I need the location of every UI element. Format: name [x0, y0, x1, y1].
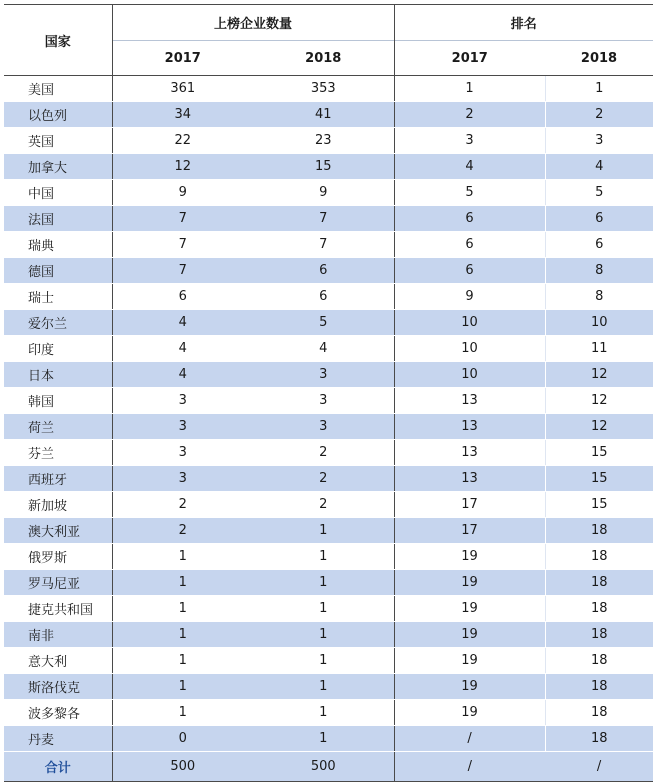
- country-cell: 新加坡: [4, 492, 112, 518]
- country-cell: 印度: [4, 336, 112, 362]
- count-2018-cell: 1: [253, 726, 394, 752]
- count-2018-cell: 2: [253, 466, 394, 492]
- count-2018-cell: 3: [253, 362, 394, 388]
- table-row: [4, 76, 653, 102]
- count-2017-cell: 4: [112, 336, 253, 362]
- count-2018-cell: 2: [253, 440, 394, 466]
- rank-2018-cell: 6: [545, 232, 653, 258]
- country-cell: 荷兰: [4, 414, 112, 440]
- rank-2017-cell: 19: [394, 648, 545, 674]
- rank-2018-cell: 1: [545, 76, 653, 102]
- count-2017-cell: 3: [112, 440, 253, 466]
- country-cell: 加拿大: [4, 154, 112, 180]
- count-2018-header: 2018: [253, 41, 394, 76]
- rank-2017-cell: 17: [394, 518, 545, 544]
- count-2017-cell: 1: [112, 544, 253, 570]
- rank-2018-cell: 5: [545, 180, 653, 206]
- table-row: [4, 128, 653, 154]
- table-row: [4, 310, 653, 336]
- count-2017-cell: 1: [112, 674, 253, 700]
- count-2017-cell: 3: [112, 388, 253, 414]
- total-count-2018: 500: [253, 752, 394, 782]
- count-2018-cell: 7: [253, 206, 394, 232]
- rank-2018-cell: 18: [545, 648, 653, 674]
- table-row: [4, 180, 653, 206]
- table-row: [4, 544, 653, 570]
- rank-2018-cell: 3: [545, 128, 653, 154]
- rank-2018-header: 2018: [545, 41, 653, 76]
- country-cell: 斯洛伐克: [4, 674, 112, 700]
- table-row: [4, 726, 653, 752]
- country-cell: 以色列: [4, 102, 112, 128]
- count-2017-cell: 3: [112, 414, 253, 440]
- rank-2017-cell: 6: [394, 232, 545, 258]
- count-2017-cell: 1: [112, 622, 253, 648]
- table-row: [4, 154, 653, 180]
- count-2018-cell: 1: [253, 648, 394, 674]
- table-row: [4, 206, 653, 232]
- country-cell: 罗马尼亚: [4, 570, 112, 596]
- rank-2017-header: 2017: [394, 41, 545, 76]
- count-2018-cell: 15: [253, 154, 394, 180]
- count-2018-cell: 23: [253, 128, 394, 154]
- rank-2018-cell: 8: [545, 284, 653, 310]
- rank-2018-cell: 18: [545, 726, 653, 752]
- table-row: [4, 284, 653, 310]
- rank-2017-cell: 3: [394, 128, 545, 154]
- country-cell: 日本: [4, 362, 112, 388]
- count-2018-cell: 2: [253, 492, 394, 518]
- rank-2017-cell: 19: [394, 544, 545, 570]
- count-2017-cell: 361: [112, 76, 253, 102]
- rank-2017-cell: 19: [394, 622, 545, 648]
- rank-2018-cell: 18: [545, 674, 653, 700]
- rank-2017-cell: 19: [394, 570, 545, 596]
- rank-2018-cell: 10: [545, 310, 653, 336]
- total-label: 合计: [4, 752, 112, 782]
- count-2017-cell: 2: [112, 492, 253, 518]
- table-row: [4, 440, 653, 466]
- count-2018-cell: 41: [253, 102, 394, 128]
- table-body: [4, 76, 653, 752]
- rank-2017-cell: 4: [394, 154, 545, 180]
- count-2017-cell: 3: [112, 466, 253, 492]
- table-row: [4, 518, 653, 544]
- count-2017-cell: 1: [112, 570, 253, 596]
- rank-2017-cell: 10: [394, 336, 545, 362]
- country-cell: 美国: [4, 76, 112, 102]
- table-row: [4, 674, 653, 700]
- table-footer: [4, 752, 653, 782]
- count-2017-cell: 4: [112, 362, 253, 388]
- count-2018-cell: 1: [253, 596, 394, 622]
- rank-2018-cell: 12: [545, 388, 653, 414]
- count-2018-cell: 1: [253, 622, 394, 648]
- count-2017-cell: 34: [112, 102, 253, 128]
- table-row: [4, 388, 653, 414]
- rank-2017-cell: 19: [394, 596, 545, 622]
- country-cell: 意大利: [4, 648, 112, 674]
- count-2017-cell: 1: [112, 648, 253, 674]
- total-count-2017: 500: [112, 752, 253, 782]
- table-row: [4, 102, 653, 128]
- count-2018-cell: 1: [253, 544, 394, 570]
- table-row: [4, 362, 653, 388]
- table-row: [4, 596, 653, 622]
- rank-2017-cell: 13: [394, 388, 545, 414]
- rank-2017-cell: 19: [394, 674, 545, 700]
- rank-2018-cell: 15: [545, 466, 653, 492]
- rank-2017-cell: 13: [394, 414, 545, 440]
- rank-2017-cell: 9: [394, 284, 545, 310]
- count-2018-cell: 1: [253, 674, 394, 700]
- country-cell: 中国: [4, 180, 112, 206]
- count-2018-cell: 1: [253, 570, 394, 596]
- country-cell: 捷克共和国: [4, 596, 112, 622]
- count-2017-cell: 6: [112, 284, 253, 310]
- rank-2017-cell: 13: [394, 466, 545, 492]
- rank-2018-cell: 15: [545, 492, 653, 518]
- rank-2018-cell: 18: [545, 518, 653, 544]
- count-2018-cell: 1: [253, 700, 394, 726]
- count-2018-cell: 3: [253, 414, 394, 440]
- table-header: [4, 5, 653, 76]
- rank-2018-cell: 12: [545, 362, 653, 388]
- count-2017-cell: 7: [112, 258, 253, 284]
- table-row: [4, 466, 653, 492]
- count-2017-cell: 1: [112, 700, 253, 726]
- country-cell: 英国: [4, 128, 112, 154]
- rank-2017-cell: 5: [394, 180, 545, 206]
- table-row: [4, 414, 653, 440]
- total-rank-2018: /: [545, 752, 653, 782]
- rank-2018-cell: 4: [545, 154, 653, 180]
- table-row: [4, 622, 653, 648]
- count-2017-cell: 4: [112, 310, 253, 336]
- country-cell: 爱尔兰: [4, 310, 112, 336]
- count-2017-cell: 12: [112, 154, 253, 180]
- country-cell: 丹麦: [4, 726, 112, 752]
- rank-2017-cell: 6: [394, 206, 545, 232]
- rank-2017-cell: 10: [394, 310, 545, 336]
- rank-group-header: 排名: [394, 5, 653, 41]
- total-rank-2017: /: [394, 752, 545, 782]
- country-cell: 南非: [4, 622, 112, 648]
- table-row: [4, 648, 653, 674]
- count-2018-cell: 1: [253, 518, 394, 544]
- rank-2018-cell: 18: [545, 570, 653, 596]
- count-2018-cell: 3: [253, 388, 394, 414]
- count-2018-cell: 353: [253, 76, 394, 102]
- count-2018-cell: 4: [253, 336, 394, 362]
- country-cell: 波多黎各: [4, 700, 112, 726]
- country-cell: 瑞士: [4, 284, 112, 310]
- rank-2018-cell: 18: [545, 700, 653, 726]
- total-row: [4, 752, 653, 782]
- rank-2017-cell: 13: [394, 440, 545, 466]
- country-cell: 瑞典: [4, 232, 112, 258]
- table-row: [4, 700, 653, 726]
- count-2017-cell: 2: [112, 518, 253, 544]
- country-cell: 芬兰: [4, 440, 112, 466]
- country-column-header: 国家: [4, 5, 112, 76]
- rank-2017-cell: 19: [394, 700, 545, 726]
- rank-2018-cell: 15: [545, 440, 653, 466]
- count-2017-cell: 7: [112, 232, 253, 258]
- rank-2017-cell: 6: [394, 258, 545, 284]
- count-2018-cell: 7: [253, 232, 394, 258]
- country-cell: 俄罗斯: [4, 544, 112, 570]
- rank-2018-cell: 11: [545, 336, 653, 362]
- rank-2018-cell: 18: [545, 544, 653, 570]
- country-cell: 韩国: [4, 388, 112, 414]
- rank-2018-cell: 2: [545, 102, 653, 128]
- count-2018-cell: 6: [253, 284, 394, 310]
- count-2017-cell: 7: [112, 206, 253, 232]
- count-2017-header: 2017: [112, 41, 253, 76]
- ranking-table: [4, 4, 653, 782]
- count-2017-cell: 1: [112, 596, 253, 622]
- count-2017-cell: 0: [112, 726, 253, 752]
- country-cell: 法国: [4, 206, 112, 232]
- rank-2017-cell: /: [394, 726, 545, 752]
- rank-2017-cell: 1: [394, 76, 545, 102]
- rank-2018-cell: 18: [545, 596, 653, 622]
- table-row: [4, 570, 653, 596]
- country-cell: 澳大利亚: [4, 518, 112, 544]
- count-2017-cell: 9: [112, 180, 253, 206]
- count-2018-cell: 6: [253, 258, 394, 284]
- count-2018-cell: 5: [253, 310, 394, 336]
- table-row: [4, 336, 653, 362]
- rank-2018-cell: 8: [545, 258, 653, 284]
- rank-2018-cell: 6: [545, 206, 653, 232]
- rank-2018-cell: 18: [545, 622, 653, 648]
- count-group-header: 上榜企业数量: [112, 5, 394, 41]
- count-2018-cell: 9: [253, 180, 394, 206]
- rank-2017-cell: 10: [394, 362, 545, 388]
- rank-2018-cell: 12: [545, 414, 653, 440]
- count-2017-cell: 22: [112, 128, 253, 154]
- rank-2017-cell: 2: [394, 102, 545, 128]
- table-row: [4, 232, 653, 258]
- country-cell: 西班牙: [4, 466, 112, 492]
- table-row: [4, 492, 653, 518]
- country-cell: 德国: [4, 258, 112, 284]
- rank-2017-cell: 17: [394, 492, 545, 518]
- table-row: [4, 258, 653, 284]
